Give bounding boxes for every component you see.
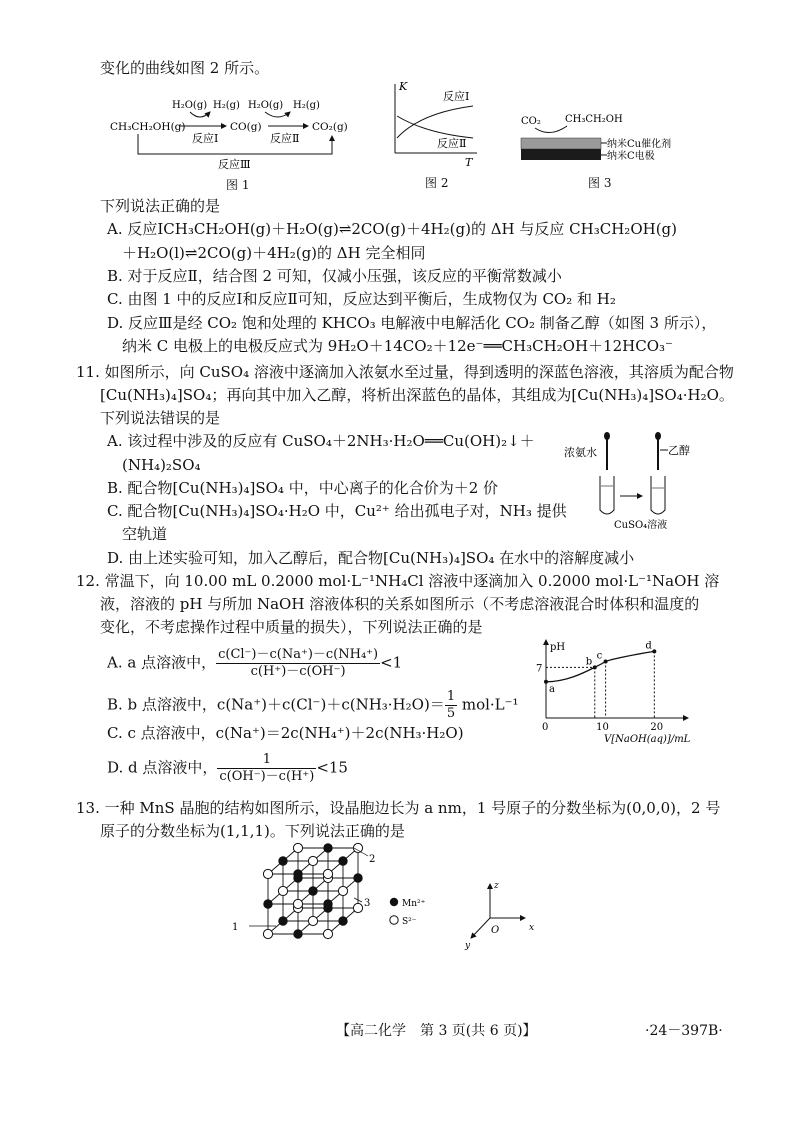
q12-ph-chart bbox=[528, 636, 698, 746]
fig3-co2: CO₂ bbox=[521, 116, 541, 127]
fig1-h2o-2: H₂O(g) bbox=[248, 100, 284, 111]
q12-b-fraction bbox=[445, 689, 457, 722]
q12-option-a bbox=[107, 647, 402, 680]
figure-1-reaction-scheme bbox=[110, 92, 360, 172]
s-atom bbox=[263, 929, 272, 938]
intro-text: 变化的曲线如图 2 所示。 bbox=[100, 59, 270, 77]
q12-stem-line1: 12. 常温下，向 10.00 mL 0.2000 mol·L⁻¹NH₄Cl 溶液中逐滴加入 0.2000 mol·L⁻¹NaOH 溶 bbox=[76, 572, 720, 590]
q12-option-b bbox=[107, 689, 519, 722]
s-atom bbox=[278, 886, 287, 895]
s-atom bbox=[308, 856, 317, 865]
chart-point-label-b: b bbox=[585, 656, 593, 668]
q12-option-c: C. c 点溶液中，c(Na⁺)＝2c(NH₄⁺)＋2c(NH₃·H₂O) bbox=[107, 724, 464, 742]
q10-option-c: C. 由图 1 中的反应Ⅰ和反应Ⅱ可知，反应达到平衡后，生成物仅为 CO₂ 和 H₂ bbox=[107, 290, 616, 308]
axis-origin: O bbox=[491, 925, 500, 936]
mn-atom bbox=[354, 874, 362, 882]
q12-d-numerator: 1 bbox=[217, 752, 316, 769]
s-atom bbox=[323, 929, 332, 938]
q12-b-numerator: 1 bbox=[446, 689, 456, 704]
fig1-reaction-2: 反应Ⅱ bbox=[270, 132, 300, 145]
axis-x: x bbox=[529, 923, 535, 933]
chart-point-label-d: d bbox=[645, 640, 652, 652]
q11-option-a-line1: A. 该过程中涉及的反应有 CuSO₄＋2NH₃·H₂O══Cu(OH)₂↓＋ bbox=[107, 432, 535, 450]
q12-d-suffix: <15 bbox=[316, 758, 348, 777]
q10-option-b: B. 对于反应Ⅱ，结合图 2 可知，仅减小压强，该反应的平衡常数减小 bbox=[107, 267, 562, 285]
chart-point-label-a: a bbox=[549, 683, 555, 695]
chart-x-tick-0: 0 bbox=[542, 722, 549, 733]
q12-a-suffix: <1 bbox=[380, 653, 403, 672]
footer-page-info: 【高二化学 第 3 页(共 6 页)】 bbox=[336, 1023, 537, 1039]
fig1-reaction-3: 反应Ⅲ bbox=[218, 158, 251, 171]
q11-option-b: B. 配合物[Cu(NH₃)₄]SO₄ 中，中心离子的化合价为＋2 价 bbox=[107, 479, 499, 497]
mn-atom bbox=[294, 870, 302, 878]
q12-a-fraction bbox=[216, 647, 380, 680]
q11-option-c-line2: 空轨道 bbox=[122, 525, 168, 543]
q10-option-d-line1: D. 反应Ⅲ是经 CO₂ 饱和处理的 KHCO₃ 电解液中电解活化 CO₂ 制备乙醇（如图 3 所示）， bbox=[107, 314, 717, 332]
legend-mn-dot bbox=[390, 898, 398, 906]
figure-2-k-vs-t bbox=[385, 78, 485, 168]
q12-d-fraction bbox=[217, 752, 316, 785]
atom-label-3: 3 bbox=[364, 898, 371, 909]
mn-atom bbox=[279, 857, 287, 865]
fig1-reaction-1: 反应Ⅰ bbox=[192, 132, 219, 145]
fig2-curve-2 bbox=[397, 116, 473, 138]
q11-stem-line1: 11. 如图所示，向 CuSO₄ 溶液中逐滴加入浓氨水至过量，得到透明的深蓝色溶液，其溶质为配合物 bbox=[76, 363, 734, 381]
q12-d-denominator: c(OH⁻)－c(H⁺) bbox=[219, 769, 315, 784]
fig1-h2o-1: H₂O(g) bbox=[172, 100, 208, 111]
q12-d-prefix: D. d 点溶液中， bbox=[107, 758, 218, 777]
fig2-xlabel: T bbox=[465, 156, 473, 169]
chart-x-tick-10: 10 bbox=[596, 722, 609, 733]
fig1-h2-2: H₂(g) bbox=[293, 100, 320, 111]
fig1-ethanol: CH₃CH₂OH(g) bbox=[110, 121, 186, 133]
q12-a-denominator: c(H⁺)－c(OH⁻) bbox=[250, 664, 346, 679]
fig1-caption: 图 1 bbox=[226, 178, 250, 192]
q13-axes bbox=[455, 878, 545, 950]
q10-option-d-line2: 纳米 C 电极上的电极反应式为 9H₂O＋14CO₂＋12e⁻══CH₃CH₂OH＋12HCO₃⁻ bbox=[122, 337, 673, 355]
q13-stem-line2: 原子的分数坐标为(1,1,1)。下列说法正确的是 bbox=[100, 822, 405, 840]
q12-a-numerator: c(Cl⁻)－c(Na⁺)－c(NH₄⁺) bbox=[218, 647, 379, 662]
q13-crystal-cell bbox=[228, 834, 428, 954]
fig2-caption: 图 2 bbox=[425, 176, 449, 190]
q12-option-d bbox=[107, 752, 348, 785]
fig-ethanol-label: 乙醇 bbox=[668, 444, 690, 457]
mn-atom bbox=[264, 900, 272, 908]
chart-point-c bbox=[604, 660, 608, 664]
mn-atom bbox=[324, 900, 332, 908]
q11-experiment-figure bbox=[562, 430, 690, 531]
legend-mn: Mn²⁺ bbox=[402, 899, 426, 909]
axis-y: y bbox=[465, 941, 471, 951]
fig1-co2: CO₂(g) bbox=[312, 121, 348, 133]
mn-atom bbox=[294, 930, 302, 938]
fig-ammonia-label: 浓氨水 bbox=[564, 446, 597, 459]
fig1-co: CO(g) bbox=[230, 121, 262, 133]
s-atom bbox=[293, 899, 302, 908]
fig3-caption: 图 3 bbox=[588, 176, 612, 190]
q12-stem-line3: 变化，不考虑操作过程中质量的损失），下列说法正确的是 bbox=[100, 618, 483, 636]
fig3-ethanol: CH₃CH₂OH bbox=[565, 114, 623, 125]
q11-stem-line2: [Cu(NH₃)₄]SO₄；再向其中加入乙醇，将析出深蓝色的晶体，其组成为[Cu(NH₃)₄]SO₄·H₂O。 bbox=[100, 386, 734, 404]
fig3-label-electrode: 纳米C电极 bbox=[607, 151, 655, 162]
chart-point-label-c: c bbox=[596, 650, 603, 662]
q11-option-c-line1: C. 配合物[Cu(NH₃)₄]SO₄·H₂O 中，Cu²⁺ 给出孤电子对，NH₃ 提供 bbox=[107, 502, 567, 520]
chart-ylabel: pH bbox=[550, 642, 566, 653]
s-atom bbox=[263, 869, 272, 878]
q10-stem: 下列说法正确的是 bbox=[100, 197, 221, 215]
fig2-curve-1-label: 反应Ⅰ bbox=[443, 90, 470, 103]
q13-stem-line1: 13. 一种 MnS 晶胞的结构如图所示，设晶胞边长为 a nm，1 号原子的分数坐标为(0,0,0)，2 号 bbox=[76, 799, 721, 817]
footer-code: ·24－397B· bbox=[645, 1023, 723, 1039]
mn-atom bbox=[309, 887, 317, 895]
q11-option-d: D. 由上述实验可知，加入乙醇后，配合物[Cu(NH₃)₄]SO₄ 在水中的溶解度减小 bbox=[107, 549, 635, 567]
legend-s: S²⁻ bbox=[402, 917, 417, 927]
q12-b-suffix: mol·L⁻¹ bbox=[457, 695, 519, 714]
chart-x-tick-20: 20 bbox=[650, 722, 664, 733]
chart-point-b bbox=[593, 665, 597, 669]
figure-3-electrode bbox=[515, 110, 690, 168]
fig-cuso4-label: CuSO₄溶液 bbox=[614, 520, 668, 531]
chart-xlabel: V[NaOH(aq)]/mL bbox=[604, 734, 691, 745]
q12-a-prefix: A. a 点溶液中， bbox=[107, 653, 217, 672]
atom-label-2: 2 bbox=[369, 854, 376, 865]
chart-point-d bbox=[652, 649, 656, 653]
chart-y-tick-7: 7 bbox=[536, 663, 543, 675]
mn-atom bbox=[339, 857, 347, 865]
s-atom bbox=[353, 903, 362, 912]
q12-stem-line2: 液，溶液的 pH 与所加 NaOH 溶液体积的关系如图所示（不考虑溶液混合时体积和温度的 bbox=[100, 595, 700, 613]
fig2-curve-2-label: 反应Ⅱ bbox=[437, 137, 467, 150]
q12-b-denominator: 5 bbox=[446, 706, 456, 721]
q11-question: 下列说法错误的是 bbox=[100, 409, 221, 427]
axis-z: z bbox=[494, 881, 499, 891]
fig3-label-catalyst: 纳米Cu催化剂 bbox=[607, 139, 672, 150]
s-atom bbox=[353, 843, 362, 852]
legend-s-dot bbox=[390, 916, 398, 924]
s-atom bbox=[293, 843, 302, 852]
fig2-ylabel: K bbox=[399, 80, 408, 93]
q11-option-a-line2: (NH₄)₂SO₄ bbox=[122, 456, 201, 474]
mn-atom bbox=[279, 917, 287, 925]
q10-option-a-line2: ＋H₂O(l)⇌2CO(g)＋4H₂(g)的 ΔH 完全相同 bbox=[122, 244, 426, 262]
s-atom bbox=[338, 886, 347, 895]
atom-label-1: 1 bbox=[232, 922, 239, 933]
s-atom bbox=[308, 916, 317, 925]
chart-point-a bbox=[544, 680, 548, 684]
mn-atom bbox=[324, 844, 332, 852]
fig1-h2-1: H₂(g) bbox=[213, 100, 240, 111]
q10-option-a-line1: A. 反应ⅠCH₃CH₂OH(g)＋H₂O(g)⇌2CO(g)＋4H₂(g)的 ΔH 与反应 CH₃CH₂OH(g) bbox=[107, 220, 678, 238]
mn-atom bbox=[339, 917, 347, 925]
s-atom bbox=[323, 869, 332, 878]
q12-b-prefix: B. b 点溶液中，c(Na⁺)＋c(Cl⁻)＋c(NH₃·H₂O)＝ bbox=[107, 695, 445, 714]
